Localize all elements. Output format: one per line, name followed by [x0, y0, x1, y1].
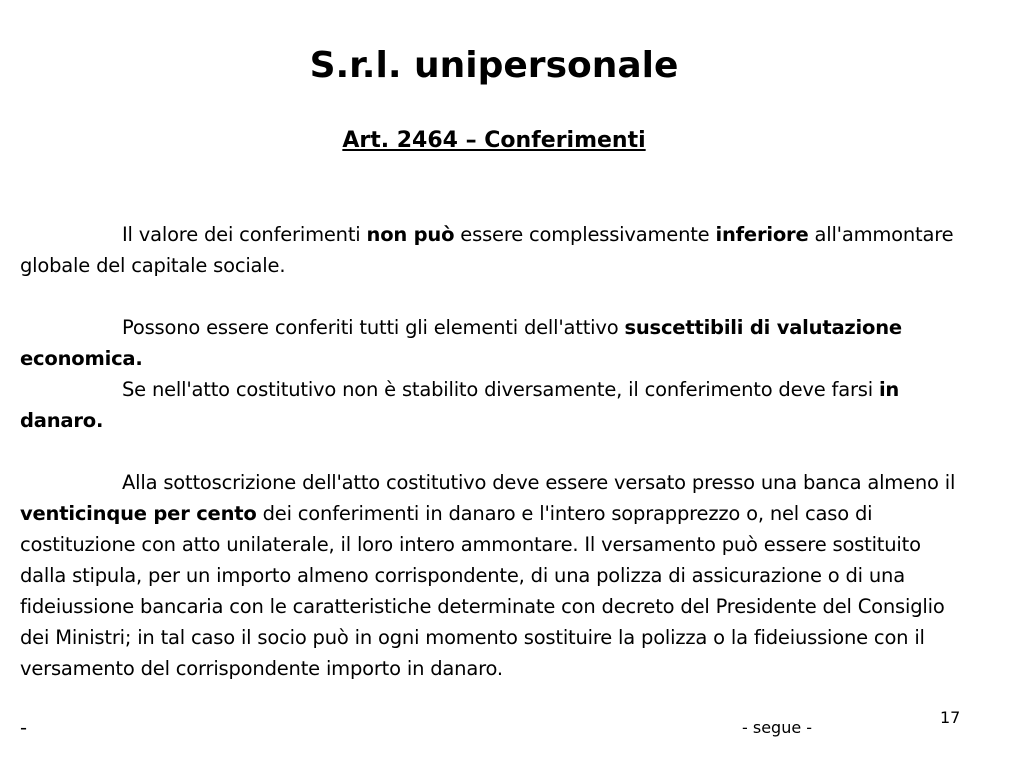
paragraph-contributable-assets: [20, 312, 970, 374]
paragraph-text: essere complessivamente: [454, 223, 716, 246]
paragraph-gap: [20, 436, 970, 467]
slide-title: S.r.l. unipersonale: [309, 45, 679, 86]
slide-body: [20, 219, 970, 684]
paragraph-subscription-payment: [20, 467, 970, 684]
article-heading: Art. 2464 – Conferimenti: [342, 128, 646, 153]
emphasis-text: venticinque per cento: [20, 502, 257, 525]
continues-note: - segue -: [742, 718, 813, 737]
emphasis-text: in danaro.: [20, 378, 900, 432]
trailing-dash: -: [20, 716, 28, 739]
paragraph-text: Se nell'atto costitutivo non è stabilito diversamente, il conferimento deve farsi: [122, 378, 879, 401]
paragraph-value-of-contributions: [20, 219, 970, 281]
paragraph-text: Alla sottoscrizione dell'atto costitutivo deve essere versato presso una banca almeno il: [122, 471, 956, 494]
emphasis-text: non può: [366, 223, 455, 246]
emphasis-text: suscettibili di valutazione economica.: [20, 316, 902, 370]
paragraph-cash-contribution: [20, 374, 970, 436]
page-number: 17: [940, 708, 961, 727]
paragraph-text: dei conferimenti in danaro e l'intero soprapprezzo o, nel caso di costituzione con atto unilaterale, il loro intero ammontare. Il versamento può essere sostituito dalla stipula, per un importo almeno corrispondente, di una polizza di assicurazione o di una fideiussione bancaria con le caratteristiche determinate con decreto del Presidente del Consiglio dei Ministri; in tal caso il socio può in ogni momento sostituire la polizza o la fideiussione con il versamento del corrispondente importo in danaro.: [20, 502, 945, 680]
paragraph-text: all'ammontare globale del capitale sociale.: [20, 223, 954, 277]
paragraph-text: Possono essere conferiti tutti gli elementi dell'attivo: [122, 316, 625, 339]
paragraph-gap: [20, 281, 970, 312]
paragraph-text: Il valore dei conferimenti: [122, 223, 367, 246]
emphasis-text: inferiore: [715, 223, 809, 246]
